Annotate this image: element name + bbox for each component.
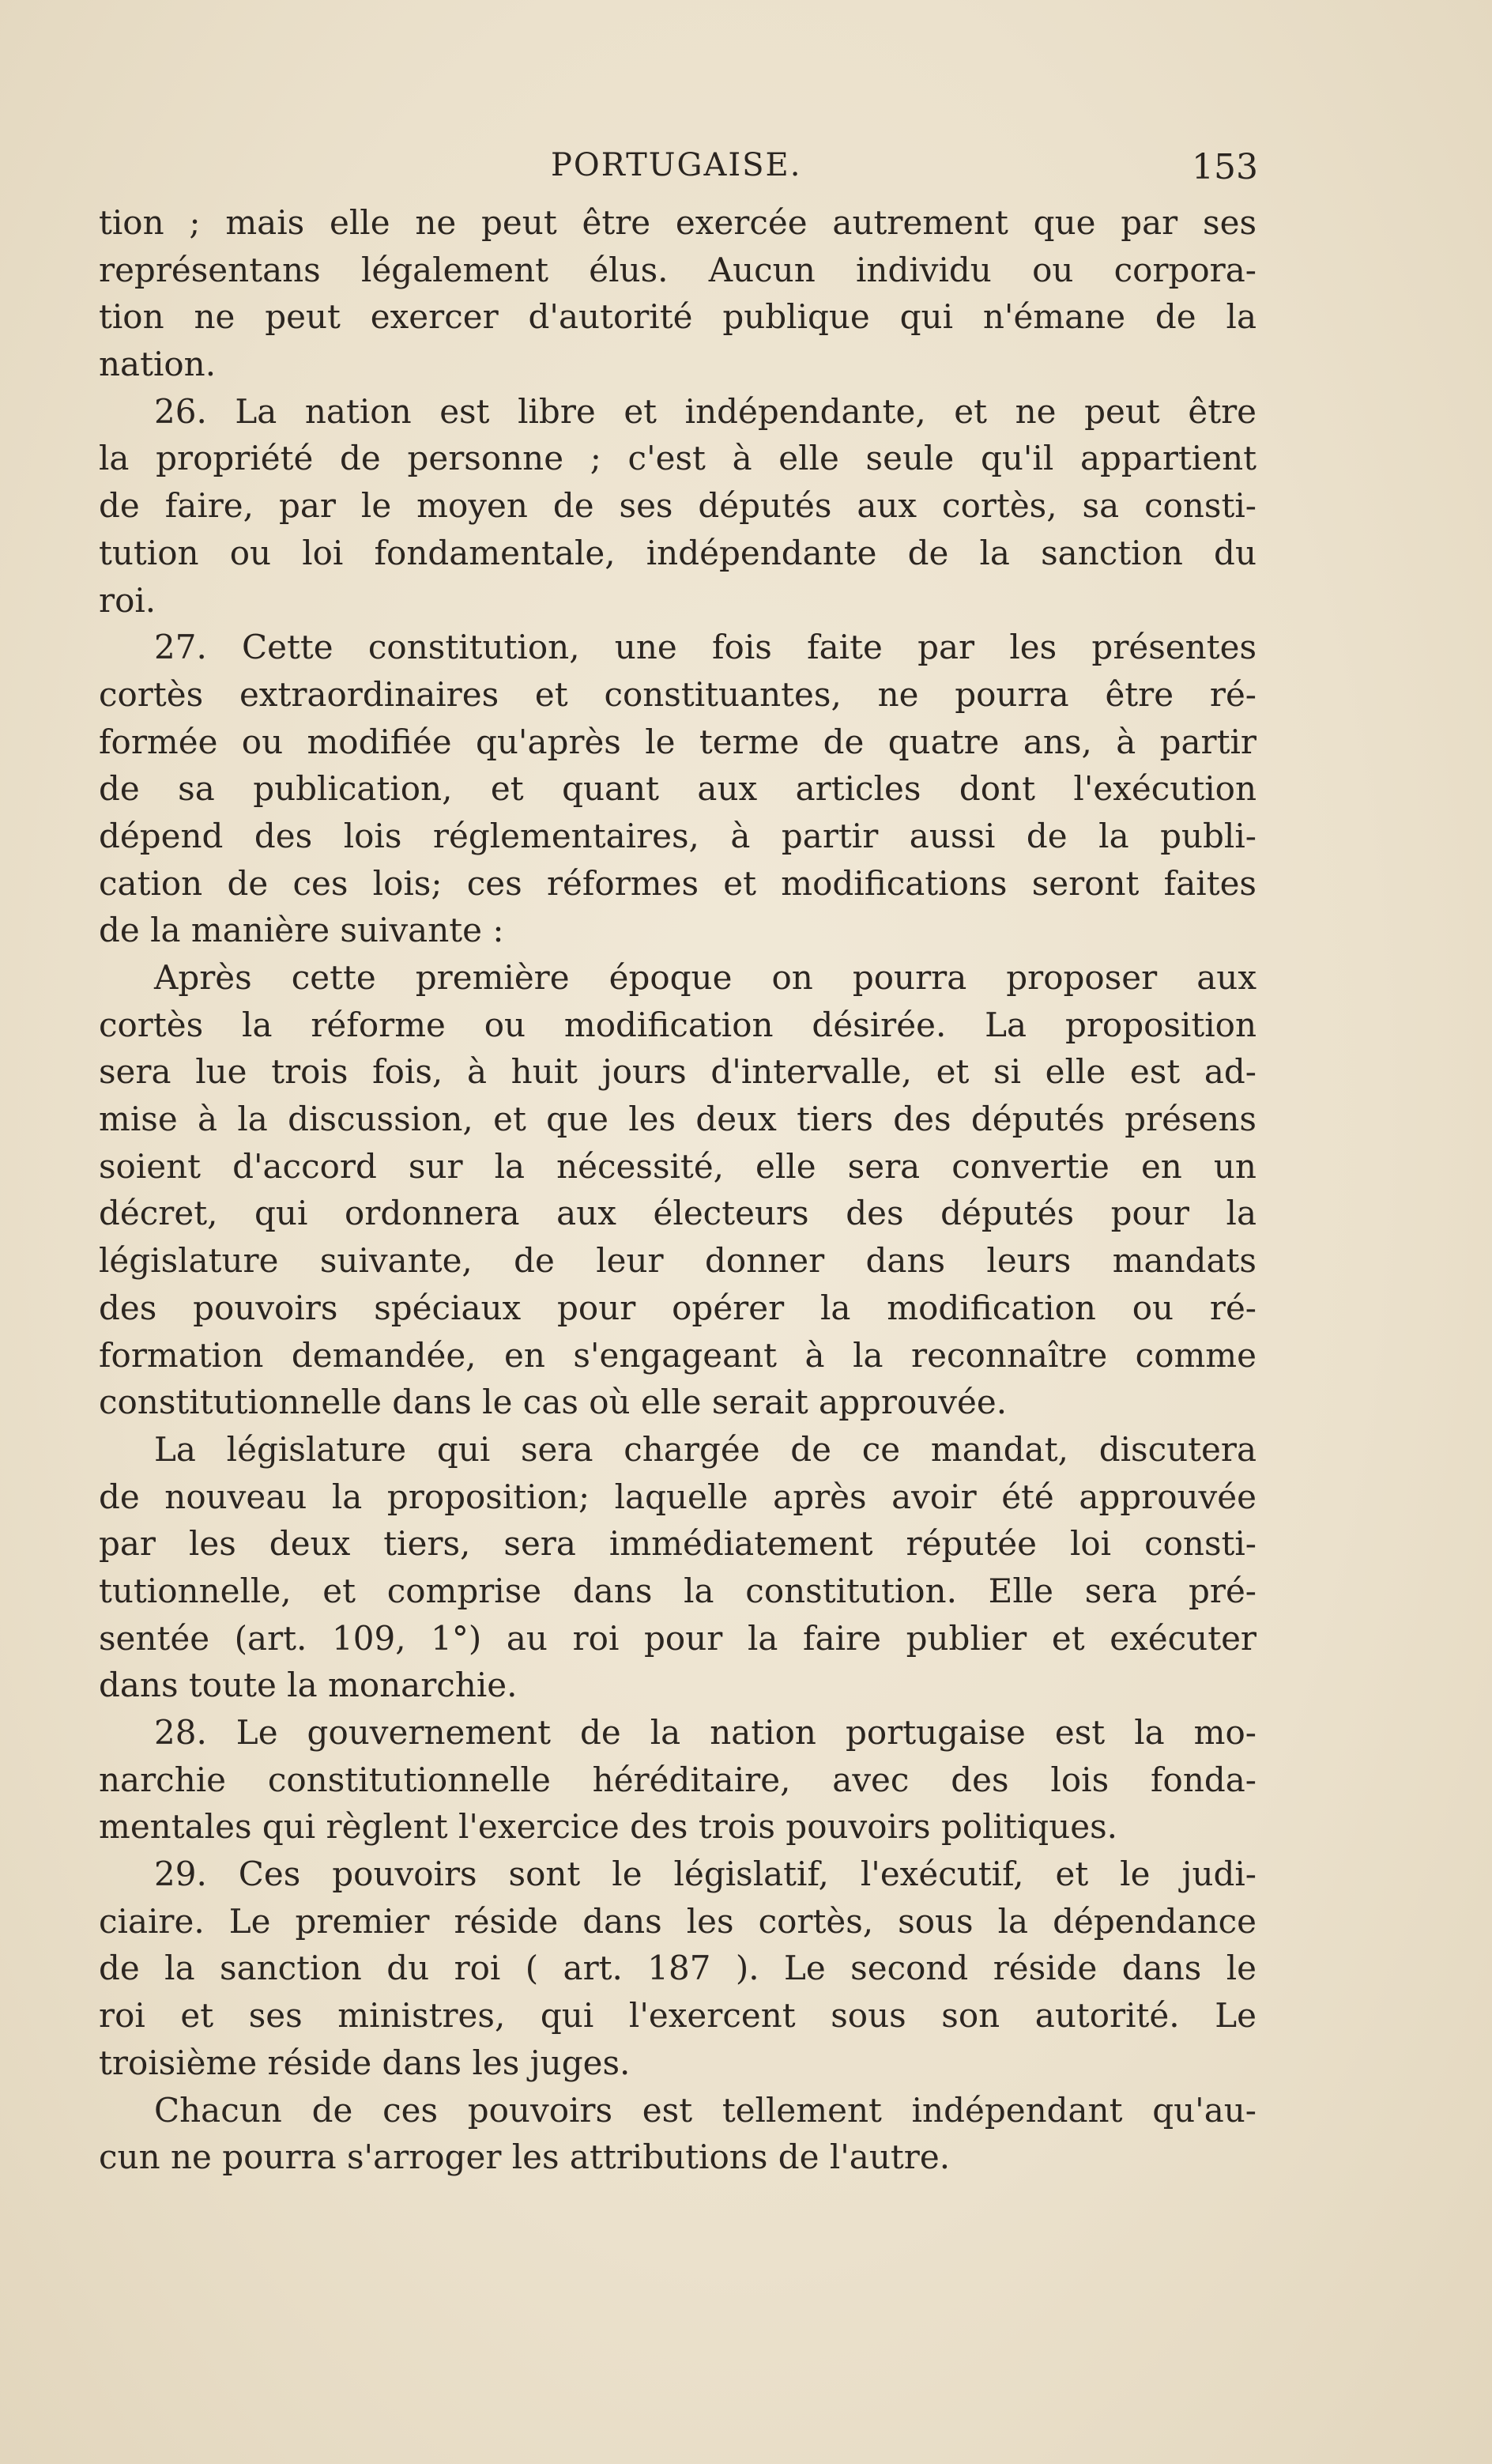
text-line: mentales qui règlent l'exercice des trois pouvoirs politiques. bbox=[99, 1807, 1117, 1847]
body-text bbox=[99, 199, 1257, 2181]
text-line: tion ne peut exercer d'autorité publique qui n'émane de la bbox=[99, 297, 1257, 337]
text-line: de la sanction du roi ( art. 187 ). Le second réside dans le bbox=[99, 1949, 1257, 1988]
text-line: sera lue trois fois, à huit jours d'intervalle, et si elle est ad- bbox=[99, 1052, 1257, 1092]
text-line: constitutionnelle dans le cas où elle serait approuvée. bbox=[99, 1383, 1008, 1422]
text-line: formée ou modifiée qu'après le terme de quatre ans, à partir bbox=[99, 722, 1257, 761]
text-line: la propriété de personne ; c'est à elle seule qu'il appartient bbox=[99, 439, 1257, 478]
text-line: décret, qui ordonnera aux électeurs des députés pour la bbox=[99, 1194, 1257, 1233]
text-line: 28. Le gouvernement de la nation portugaise est la mo- bbox=[154, 1713, 1257, 1752]
text-line: mise à la discussion, et que les deux tiers des députés présens bbox=[99, 1100, 1257, 1139]
text-line: de la manière suivante : bbox=[99, 911, 504, 950]
text-line: par les deux tiers, sera immédiatement réputée loi consti- bbox=[99, 1524, 1257, 1564]
text-line: de sa publication, et quant aux articles dont l'exécution bbox=[99, 769, 1257, 809]
text-line: Chacun de ces pouvoirs est tellement indépendant qu'au- bbox=[154, 2090, 1257, 2130]
text-line: nation. bbox=[99, 345, 217, 384]
text-line: troisième réside dans les juges. bbox=[99, 2043, 631, 2082]
text-line: dans toute la monarchie. bbox=[99, 1666, 518, 1705]
text-line: ciaire. Le premier réside dans les cortès, sous la dépendance bbox=[99, 1901, 1257, 1941]
text-line: dépend des lois réglementaires, à partir aussi de la publi- bbox=[99, 816, 1257, 855]
text-line: sentée (art. 109, 1°) au roi pour la faire publier et exécuter bbox=[99, 1618, 1257, 1658]
text-line: tion ; mais elle ne peut être exercée autrement que par ses bbox=[99, 203, 1257, 242]
page-header bbox=[96, 147, 1258, 194]
text-line: 26. La nation est libre et indépendante, et ne peut être bbox=[154, 391, 1257, 431]
text-line: législature suivante, de leur donner dans leurs mandats bbox=[99, 1241, 1257, 1281]
text-line: roi et ses ministres, qui l'exercent sous son autorité. Le bbox=[99, 1996, 1257, 2036]
page-number: 153 bbox=[1192, 147, 1258, 187]
text-line: soient d'accord sur la nécessité, elle sera convertie en un bbox=[99, 1146, 1257, 1186]
text-line: cation de ces lois; ces réformes et modifications seront faites bbox=[99, 863, 1257, 903]
text-line: Après cette première époque on pourra proposer aux bbox=[154, 958, 1257, 997]
text-line: roi. bbox=[99, 580, 156, 620]
running-head: PORTUGAISE. bbox=[551, 147, 802, 183]
text-line: représentans légalement élus. Aucun individu ou corpora- bbox=[99, 250, 1257, 289]
text-line: formation demandée, en s'engageant à la reconnaître comme bbox=[99, 1335, 1257, 1375]
text-line: 27. Cette constitution, une fois faite par les présentes bbox=[154, 628, 1257, 667]
text-line: 29. Ces pouvoirs sont le législatif, l'exécutif, et le judi- bbox=[154, 1855, 1257, 1894]
text-line: cun ne pourra s'arroger les attributions de l'autre. bbox=[99, 2138, 951, 2177]
text-line: narchie constitutionnelle héréditaire, avec des lois fonda- bbox=[99, 1760, 1257, 1799]
text-line: de faire, par le moyen de ses députés aux cortès, sa consti- bbox=[99, 486, 1257, 526]
text-line: cortès extraordinaires et constituantes, ne pourra être ré- bbox=[99, 674, 1257, 714]
text-line: des pouvoirs spéciaux pour opérer la modification ou ré- bbox=[99, 1288, 1257, 1327]
text-line: tutionnelle, et comprise dans la constitution. Elle sera pré- bbox=[99, 1571, 1257, 1610]
text-line: de nouveau la proposition; laquelle après avoir été approuvée bbox=[99, 1477, 1257, 1516]
text-line: cortès la réforme ou modification désirée. La proposition bbox=[99, 1005, 1257, 1044]
text-line: La législature qui sera chargée de ce mandat, discutera bbox=[154, 1429, 1257, 1469]
text-line: tution ou loi fondamentale, indépendante de la sanction du bbox=[99, 533, 1257, 572]
